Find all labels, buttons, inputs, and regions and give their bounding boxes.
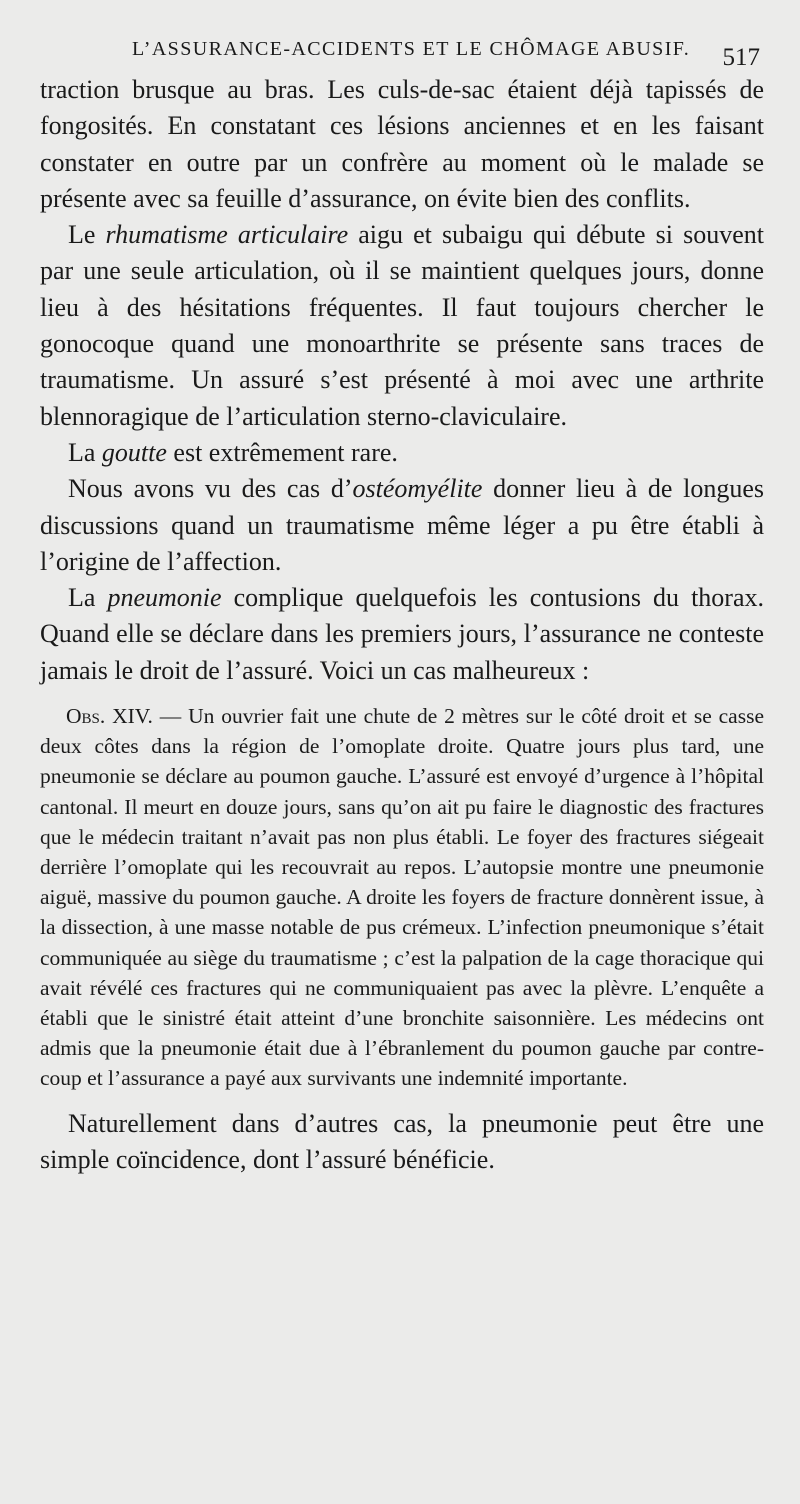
text-run: La — [68, 583, 108, 613]
page-body — [40, 72, 764, 1178]
text-run: est extrêmement rare. — [166, 437, 398, 467]
text-run: Nous avons vu des cas d’ — [68, 474, 353, 504]
text-run: complique quelquefois les contusions du thorax. Quand elle se déclare dans les premiers jours, l’assurance ne conteste jamais le droit de l’assuré. Voici un cas malheureux : — [40, 583, 764, 685]
italic-term: ostéomyélite — [352, 474, 483, 504]
paragraph-conclusion: Naturellement dans d’autres cas, la pneumonie peut être une simple coïncidence, dont l’assuré bénéficie. — [40, 1108, 764, 1174]
paragraph-pneumonie — [40, 580, 764, 689]
italic-term: rhumatisme articulaire — [105, 220, 349, 250]
text-run: aigu et subaigu qui débute si souvent par une seule articulation, où il se maintient quelques jours, donne lieu à des hésitations fréquentes. Il faut toujours chercher le gonocoque quand une monoarthrite se présente sans traces de traumatisme. Un assuré s’est présenté à moi avec une arthrite blennoragique de l’articulation sterno-claviculaire. — [40, 220, 764, 431]
running-title: L’ASSURANCE-ACCIDENTS ET LE CHÔMAGE ABUSIF. — [132, 38, 691, 60]
page-number: 517 — [722, 44, 760, 71]
paragraph-osteomyelite — [40, 471, 764, 580]
italic-term: goutte — [101, 437, 167, 467]
running-head — [40, 30, 762, 70]
text-run: Le — [68, 220, 106, 250]
italic-term: pneumonie — [107, 583, 222, 613]
observation-text: — Un ouvrier fait une chute de 2 mètres sur le côté droit et se casse deux côtes dans la région de l’omoplate droite. Quatre jours plus tard, une pneumonie se déclare au poumon gauche. L’assuré est envoyé d’urgence à l’hôpital cantonal. Il meurt en douze jours, sans qu’on ait pu faire le diagnostic des fractures que le médecin traitant n’avait pas non plus établi. Le foyer des fractures siégeait derrière l’omoplate qui les recouvrait au repos. L’autopsie montre une pneumonie aiguë, massive du poumon gauche. A droite les foyers de fracture donnèrent issue, à la dissection, à une masse notable de pus crémeux. L’infection pneumonique s’était communiquée au siège du traumatisme ; c’est la palpation de la cage thoracique qui avait révélé ces fractures qui ne communiquaient pas avec la plèvre. L’enquête a établi que le sinistré était atteint d’une bronchite saisonnière. Les médecins ont admis que la pneumonie était due à l’ébranlement du poumon gauche par contre-coup et l’assurance a payé aux survivants une indemnité importante. — [40, 704, 764, 1091]
paragraph-continuation: traction brusque au bras. Les culs-de-sac étaient déjà tapissés de fongosités. En constatant ces lésions anciennes et en les faisant constater en outre par un confrère au moment où le malade se présente avec sa feuille d’assurance, on évite bien des conflits. — [40, 75, 764, 213]
paragraph-rhumatisme — [40, 217, 764, 435]
observation-xiv — [40, 701, 764, 1094]
paragraph-goutte — [40, 435, 764, 471]
text-run: donner lieu à de longues discussions quand un traumatisme même léger a pu être établi à l’origine de l’affection. — [40, 474, 764, 576]
text-run: La — [68, 437, 102, 467]
observation-label: Obs. XIV. — [66, 704, 153, 729]
